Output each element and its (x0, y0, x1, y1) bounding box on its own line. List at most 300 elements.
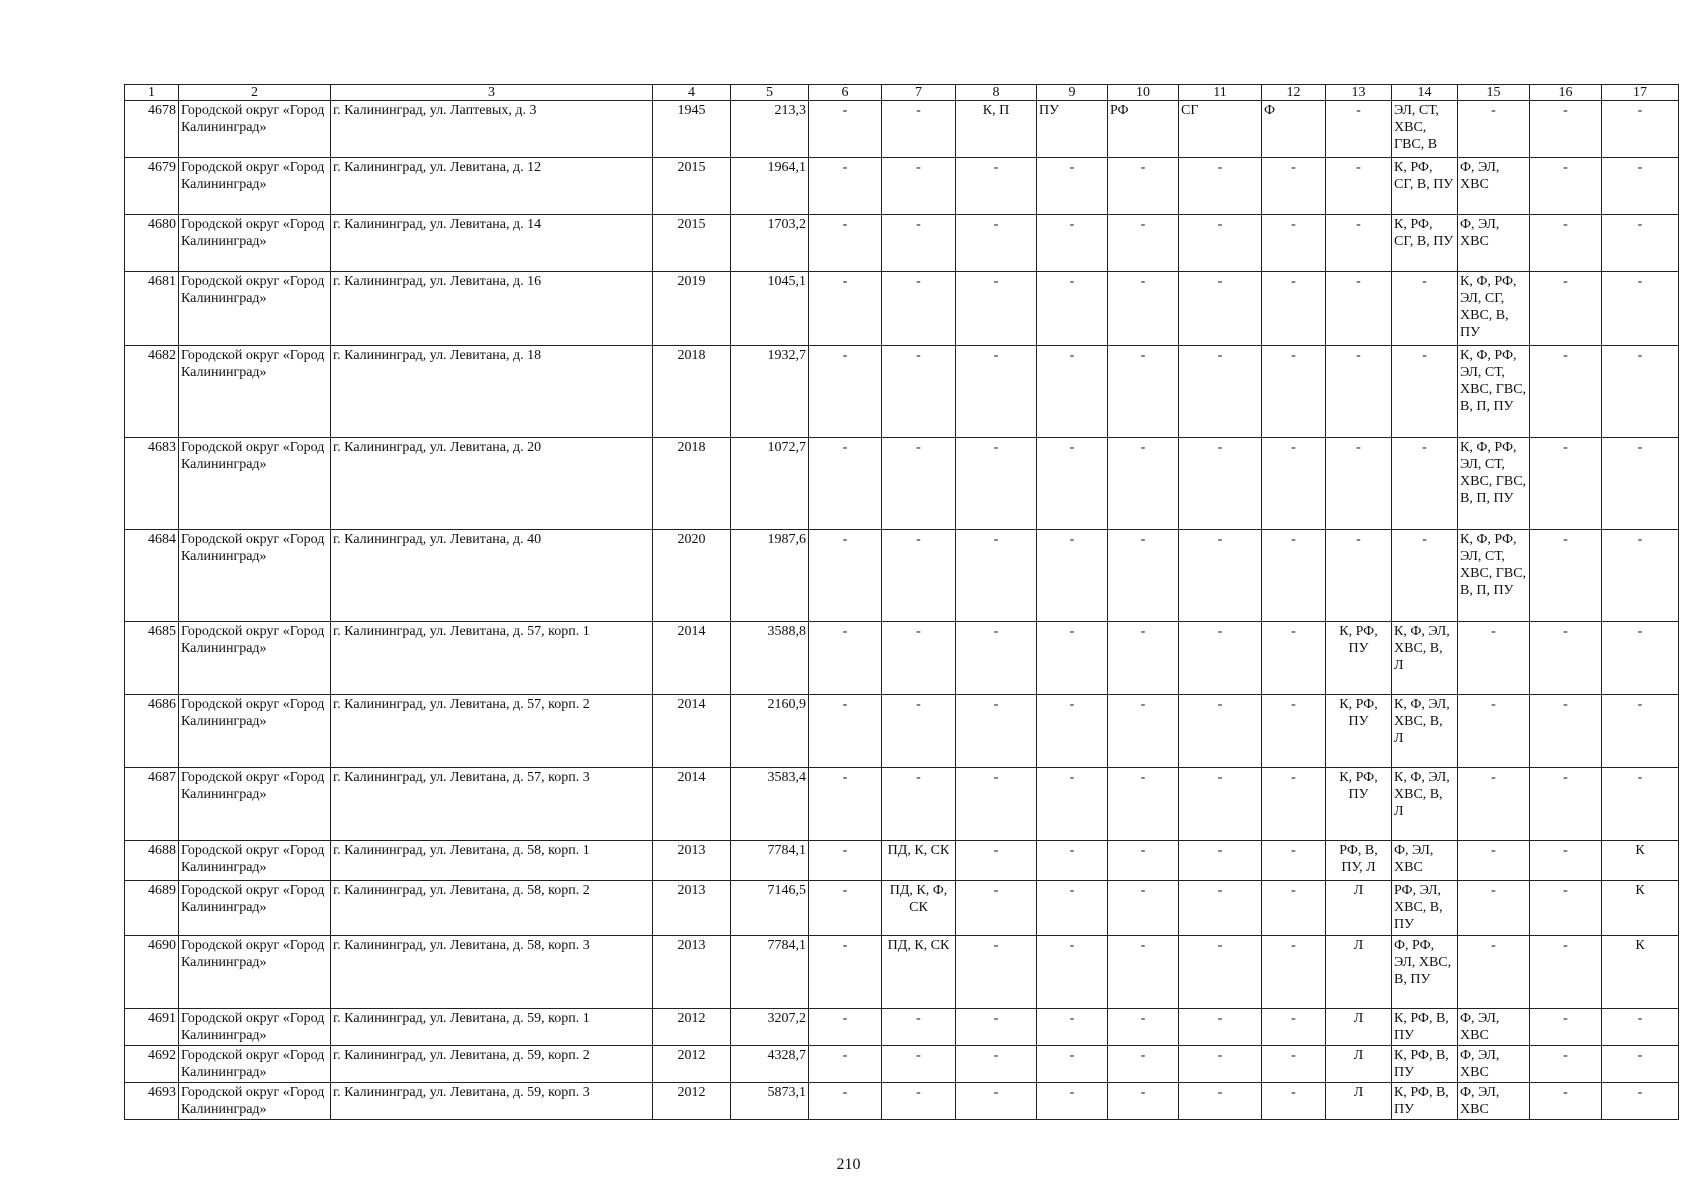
table-cell: 2012 (653, 1046, 731, 1083)
table-cell: г. Калининград, ул. Левитана, д. 58, корп. 1 (331, 841, 653, 881)
table-cell: 4685 (125, 622, 179, 695)
column-header: 17 (1602, 85, 1679, 101)
table-cell: - (1530, 438, 1602, 530)
table-cell: К, РФ, В, ПУ (1392, 1046, 1458, 1083)
table-cell: - (1458, 622, 1530, 695)
column-header: 8 (956, 85, 1037, 101)
table-cell: К, Ф, ЭЛ, ХВС, В, Л (1392, 695, 1458, 768)
table-cell: РФ, ЭЛ, ХВС, В, ПУ (1392, 881, 1458, 936)
table-cell: К, Ф, РФ, ЭЛ, СТ, ХВС, ГВС, В, П, ПУ (1458, 346, 1530, 438)
table-cell: К, РФ, СГ, В, ПУ (1392, 215, 1458, 272)
table-cell: Ф, РФ, ЭЛ, ХВС, В, ПУ (1392, 936, 1458, 1009)
table-cell: 2015 (653, 215, 731, 272)
table-cell: - (1108, 272, 1179, 346)
table-cell: - (1262, 346, 1326, 438)
table-cell: - (1530, 768, 1602, 841)
table-cell: - (882, 1009, 956, 1046)
table-cell: Городской округ «Город Калининград» (179, 881, 331, 936)
table-cell: - (1179, 272, 1262, 346)
table-cell: - (1262, 768, 1326, 841)
table-cell: - (1458, 695, 1530, 768)
table-cell: - (809, 530, 882, 622)
table-cell: - (1037, 841, 1108, 881)
table-cell: - (882, 695, 956, 768)
table-cell: - (1037, 438, 1108, 530)
table-cell: - (809, 346, 882, 438)
table-cell: - (1179, 881, 1262, 936)
table-cell: 2012 (653, 1009, 731, 1046)
table-cell: Ф, ЭЛ, ХВС (1458, 158, 1530, 215)
table-cell: 213,3 (731, 101, 809, 158)
table-cell: г. Калининград, ул. Левитана, д. 57, корп. 3 (331, 768, 653, 841)
table-cell: - (1602, 622, 1679, 695)
table-cell: - (809, 936, 882, 1009)
table-cell: - (1602, 1083, 1679, 1120)
table-cell: 4678 (125, 101, 179, 158)
table-cell: Городской округ «Город Калининград» (179, 768, 331, 841)
table-cell: - (1530, 1083, 1602, 1120)
table-cell: - (1458, 936, 1530, 1009)
table-cell: Городской округ «Город Калининград» (179, 841, 331, 881)
table-cell: - (1262, 841, 1326, 881)
table-cell: - (1392, 272, 1458, 346)
table-cell: РФ (1108, 101, 1179, 158)
table-cell: 4693 (125, 1083, 179, 1120)
table-cell: - (1179, 1083, 1262, 1120)
column-header: 16 (1530, 85, 1602, 101)
table-cell: - (1037, 1009, 1108, 1046)
table-row (125, 1083, 1679, 1120)
table-cell: - (956, 530, 1037, 622)
table-cell: - (1108, 1046, 1179, 1083)
table-cell: - (809, 215, 882, 272)
table-cell: - (1262, 215, 1326, 272)
table-cell: - (1392, 438, 1458, 530)
table-cell: г. Калининград, ул. Левитана, д. 58, корп. 3 (331, 936, 653, 1009)
table-cell: - (1262, 158, 1326, 215)
table-cell: г. Калининград, ул. Левитана, д. 12 (331, 158, 653, 215)
table-cell: - (1037, 1046, 1108, 1083)
table-cell: - (1262, 881, 1326, 936)
table-cell: - (1262, 695, 1326, 768)
register-table (124, 84, 1679, 1120)
table-cell: Ф, ЭЛ, ХВС (1458, 215, 1530, 272)
table-cell: 4684 (125, 530, 179, 622)
table-cell: Ф, ЭЛ, ХВС (1458, 1046, 1530, 1083)
table-cell: - (1530, 530, 1602, 622)
page-number: 210 (836, 1156, 861, 1173)
table-cell: К (1602, 936, 1679, 1009)
table-row (125, 346, 1679, 438)
table-cell: - (882, 1083, 956, 1120)
table-cell: - (956, 1083, 1037, 1120)
table-cell: 1964,1 (731, 158, 809, 215)
table-cell: Городской округ «Город Калининград» (179, 1083, 331, 1120)
table-cell: К, РФ, ПУ (1326, 622, 1392, 695)
table-row (125, 101, 1679, 158)
table-cell: Л (1326, 1046, 1392, 1083)
table-cell: г. Калининград, ул. Левитана, д. 59, корп. 2 (331, 1046, 653, 1083)
table-cell: 7784,1 (731, 841, 809, 881)
table-cell: - (1037, 272, 1108, 346)
table-cell: Л (1326, 1083, 1392, 1120)
table-cell: - (1530, 936, 1602, 1009)
table-cell: - (1108, 841, 1179, 881)
table-cell: - (1530, 272, 1602, 346)
table-cell: - (1108, 695, 1179, 768)
table-cell: К, Ф, ЭЛ, ХВС, В, Л (1392, 622, 1458, 695)
table-cell: - (1262, 530, 1326, 622)
table-cell: - (809, 622, 882, 695)
table-cell: 3588,8 (731, 622, 809, 695)
table-cell: ЭЛ, СТ, ХВС, ГВС, В (1392, 101, 1458, 158)
table-cell: Городской округ «Город Калининград» (179, 936, 331, 1009)
table-cell: - (809, 768, 882, 841)
table-cell: - (1530, 695, 1602, 768)
table-cell: - (1037, 530, 1108, 622)
table-cell: 3583,4 (731, 768, 809, 841)
table-cell: Ф, ЭЛ, ХВС (1458, 1083, 1530, 1120)
table-cell: - (882, 158, 956, 215)
table-cell: - (956, 158, 1037, 215)
column-header: 6 (809, 85, 882, 101)
table-cell: 4688 (125, 841, 179, 881)
table-cell: ПД, К, СК (882, 936, 956, 1009)
table-cell: СГ (1179, 101, 1262, 158)
table-cell: - (1037, 1083, 1108, 1120)
table-cell: Ф (1262, 101, 1326, 158)
table-cell: 2014 (653, 622, 731, 695)
table-cell: - (809, 1083, 882, 1120)
table-cell: - (1602, 272, 1679, 346)
table-cell: - (956, 768, 1037, 841)
table-cell: - (1108, 1009, 1179, 1046)
column-header: 2 (179, 85, 331, 101)
table-cell: Ф, ЭЛ, ХВС (1458, 1009, 1530, 1046)
table-cell: - (809, 158, 882, 215)
table-cell: - (1179, 841, 1262, 881)
table-cell: - (1602, 1009, 1679, 1046)
table-cell: - (1530, 346, 1602, 438)
table-cell: 2020 (653, 530, 731, 622)
table-cell: - (1326, 530, 1392, 622)
table-row (125, 272, 1679, 346)
table-cell: ПУ (1037, 101, 1108, 158)
table-cell: К, Ф, РФ, ЭЛ, СТ, ХВС, ГВС, В, П, ПУ (1458, 438, 1530, 530)
table-cell: - (1602, 695, 1679, 768)
table-cell: - (1602, 101, 1679, 158)
table-body (125, 101, 1679, 1120)
table-cell: - (882, 530, 956, 622)
table-row (125, 936, 1679, 1009)
table-cell: Городской округ «Город Калининград» (179, 530, 331, 622)
table-cell: г. Калининград, ул. Левитана, д. 57, корп. 1 (331, 622, 653, 695)
table-cell: - (882, 215, 956, 272)
table-cell: - (1108, 622, 1179, 695)
table-cell: г. Калининград, ул. Левитана, д. 59, корп. 3 (331, 1083, 653, 1120)
table-cell: 4681 (125, 272, 179, 346)
table-cell: - (1108, 768, 1179, 841)
table-cell: - (956, 438, 1037, 530)
table-cell: - (1037, 158, 1108, 215)
table-cell: г. Калининград, ул. Левитана, д. 20 (331, 438, 653, 530)
table-cell: - (1179, 1046, 1262, 1083)
table-cell: - (1108, 881, 1179, 936)
table-row (125, 438, 1679, 530)
table-cell: 7146,5 (731, 881, 809, 936)
table-cell: 2018 (653, 438, 731, 530)
table-row (125, 622, 1679, 695)
table-cell: - (1602, 530, 1679, 622)
table-cell: 2014 (653, 768, 731, 841)
table-cell: - (1530, 881, 1602, 936)
table-cell: - (1179, 936, 1262, 1009)
column-header: 11 (1179, 85, 1262, 101)
table-cell: - (1037, 768, 1108, 841)
table-cell: Городской округ «Город Калининград» (179, 158, 331, 215)
table-cell: Городской округ «Город Калининград» (179, 1009, 331, 1046)
table-cell: Городской округ «Город Калининград» (179, 438, 331, 530)
table-cell: 4679 (125, 158, 179, 215)
table-cell: - (956, 1046, 1037, 1083)
table-cell: - (882, 1046, 956, 1083)
column-header: 5 (731, 85, 809, 101)
table-cell: - (882, 272, 956, 346)
table-cell: - (956, 215, 1037, 272)
table-cell: - (1179, 622, 1262, 695)
table-cell: - (1530, 1046, 1602, 1083)
table-cell: - (1037, 936, 1108, 1009)
table-cell: - (1037, 622, 1108, 695)
table-cell: - (1326, 215, 1392, 272)
table-cell: - (882, 438, 956, 530)
table-cell: - (1458, 101, 1530, 158)
table-row (125, 1009, 1679, 1046)
table-cell: - (1108, 215, 1179, 272)
table-cell: Городской округ «Город Калининград» (179, 622, 331, 695)
table-cell: - (1602, 158, 1679, 215)
table-cell: - (1326, 346, 1392, 438)
table-cell: г. Калининград, ул. Левитана, д. 18 (331, 346, 653, 438)
table-cell: - (956, 272, 1037, 346)
column-header: 3 (331, 85, 653, 101)
table-cell: - (1602, 215, 1679, 272)
column-header: 1 (125, 85, 179, 101)
column-header: 13 (1326, 85, 1392, 101)
table-cell: Городской округ «Город Калининград» (179, 346, 331, 438)
table-cell: г. Калининград, ул. Левитана, д. 59, корп. 1 (331, 1009, 653, 1046)
table-cell: г. Калининград, ул. Левитана, д. 58, корп. 2 (331, 881, 653, 936)
table-cell: 4680 (125, 215, 179, 272)
table-cell: - (1179, 158, 1262, 215)
table-cell: - (1108, 1083, 1179, 1120)
table-cell: - (1262, 438, 1326, 530)
table-cell: - (1530, 622, 1602, 695)
table-cell: 1072,7 (731, 438, 809, 530)
table-cell: - (1179, 695, 1262, 768)
table-cell: - (809, 1009, 882, 1046)
table-cell: 4692 (125, 1046, 179, 1083)
table-cell: - (1108, 530, 1179, 622)
table-cell: - (809, 695, 882, 768)
table-cell: - (956, 346, 1037, 438)
table-cell: Городской округ «Город Калининград» (179, 101, 331, 158)
table-cell: - (809, 101, 882, 158)
table-cell: Городской округ «Город Калининград» (179, 215, 331, 272)
column-header: 7 (882, 85, 956, 101)
table-cell: - (1602, 1046, 1679, 1083)
table-cell: - (1326, 101, 1392, 158)
table-cell: - (882, 622, 956, 695)
table-cell: - (1392, 530, 1458, 622)
table-cell: - (1530, 101, 1602, 158)
table-cell: - (956, 936, 1037, 1009)
table-cell: - (882, 768, 956, 841)
table-row (125, 158, 1679, 215)
table-cell: - (1458, 881, 1530, 936)
table-cell: 4687 (125, 768, 179, 841)
table-cell: - (809, 881, 882, 936)
column-header: 15 (1458, 85, 1530, 101)
table-cell: - (1458, 841, 1530, 881)
table-cell: 4328,7 (731, 1046, 809, 1083)
table-cell: Ф, ЭЛ, ХВС (1392, 841, 1458, 881)
column-header: 12 (1262, 85, 1326, 101)
table-cell: К (1602, 841, 1679, 881)
table-cell: - (1458, 768, 1530, 841)
table-cell: РФ, В, ПУ, Л (1326, 841, 1392, 881)
table-cell: - (1179, 346, 1262, 438)
table-cell: - (1262, 1009, 1326, 1046)
table-cell: 2160,9 (731, 695, 809, 768)
table-cell: 4683 (125, 438, 179, 530)
table-cell: 2013 (653, 841, 731, 881)
table-cell: 3207,2 (731, 1009, 809, 1046)
table-cell: - (1037, 215, 1108, 272)
table-cell: 2013 (653, 881, 731, 936)
table-cell: 4691 (125, 1009, 179, 1046)
table-cell: - (1037, 346, 1108, 438)
table-cell: - (1602, 346, 1679, 438)
column-header: 4 (653, 85, 731, 101)
table-cell: К, РФ, ПУ (1326, 768, 1392, 841)
table-row (125, 530, 1679, 622)
table-cell: - (1037, 881, 1108, 936)
table-cell: - (1037, 695, 1108, 768)
table-cell: Городской округ «Город Калининград» (179, 695, 331, 768)
table-cell: - (1108, 158, 1179, 215)
table-cell: 2014 (653, 695, 731, 768)
table-cell: 5873,1 (731, 1083, 809, 1120)
column-header: 10 (1108, 85, 1179, 101)
table-cell: Л (1326, 1009, 1392, 1046)
table-cell: - (1262, 622, 1326, 695)
table-cell: 2015 (653, 158, 731, 215)
table-cell: - (1179, 1009, 1262, 1046)
table-cell: - (1530, 158, 1602, 215)
table-cell: К (1602, 881, 1679, 936)
table-cell: К, П (956, 101, 1037, 158)
column-header: 9 (1037, 85, 1108, 101)
table-cell: 1045,1 (731, 272, 809, 346)
column-header: 14 (1392, 85, 1458, 101)
table-row (125, 881, 1679, 936)
table-cell: - (1602, 768, 1679, 841)
table-cell: - (1108, 936, 1179, 1009)
table-cell: - (1179, 768, 1262, 841)
table-cell: ПД, К, Ф, СК (882, 881, 956, 936)
table-row (125, 1046, 1679, 1083)
table-cell: г. Калининград, ул. Левитана, д. 57, корп. 2 (331, 695, 653, 768)
table-cell: К, Ф, ЭЛ, ХВС, В, Л (1392, 768, 1458, 841)
table-cell: 4682 (125, 346, 179, 438)
table-cell: - (1326, 272, 1392, 346)
table-cell: - (1326, 438, 1392, 530)
table-cell: 2012 (653, 1083, 731, 1120)
table-cell: Л (1326, 881, 1392, 936)
table-cell: 1703,2 (731, 215, 809, 272)
table-cell: 7784,1 (731, 936, 809, 1009)
table-cell: - (1262, 1083, 1326, 1120)
table-cell: - (1179, 530, 1262, 622)
table-cell: - (1262, 1046, 1326, 1083)
table-cell: - (956, 695, 1037, 768)
table-cell: К, РФ, В, ПУ (1392, 1009, 1458, 1046)
table-cell: - (1530, 841, 1602, 881)
table-cell: 4689 (125, 881, 179, 936)
table-cell: - (956, 1009, 1037, 1046)
table-cell: - (809, 841, 882, 881)
table-cell: К, РФ, СГ, В, ПУ (1392, 158, 1458, 215)
table-cell: - (1530, 1009, 1602, 1046)
table-cell: - (809, 272, 882, 346)
table-cell: - (1602, 438, 1679, 530)
table-row (125, 215, 1679, 272)
table-cell: - (1262, 936, 1326, 1009)
table-cell: - (1108, 438, 1179, 530)
table-cell: К, РФ, ПУ (1326, 695, 1392, 768)
table-cell: - (1326, 158, 1392, 215)
table-row (125, 695, 1679, 768)
table-cell: г. Калининград, ул. Левитана, д. 40 (331, 530, 653, 622)
table-cell: - (956, 622, 1037, 695)
table-cell: г. Калининград, ул. Левитана, д. 16 (331, 272, 653, 346)
table-cell: - (956, 881, 1037, 936)
table-cell: 1945 (653, 101, 731, 158)
table-row (125, 841, 1679, 881)
table-cell: - (1392, 346, 1458, 438)
table-cell: г. Калининград, ул. Лаптевых, д. 3 (331, 101, 653, 158)
table-cell: - (1108, 346, 1179, 438)
table-cell: - (882, 346, 956, 438)
table-cell: - (956, 841, 1037, 881)
table-cell: 1987,6 (731, 530, 809, 622)
table-cell: ПД, К, СК (882, 841, 956, 881)
table-cell: 2018 (653, 346, 731, 438)
table-cell: Городской округ «Город Калининград» (179, 272, 331, 346)
table-cell: 2013 (653, 936, 731, 1009)
table-cell: - (1262, 272, 1326, 346)
table-cell: Городской округ «Город Калининград» (179, 1046, 331, 1083)
table-cell: - (1179, 438, 1262, 530)
table-cell: 4686 (125, 695, 179, 768)
header-row (125, 85, 1679, 101)
table-cell: К, Ф, РФ, ЭЛ, СТ, ХВС, ГВС, В, П, ПУ (1458, 530, 1530, 622)
table-cell: - (809, 438, 882, 530)
table-cell: г. Калининград, ул. Левитана, д. 14 (331, 215, 653, 272)
table-cell: К, Ф, РФ, ЭЛ, СГ, ХВС, В, ПУ (1458, 272, 1530, 346)
table-cell: - (809, 1046, 882, 1083)
